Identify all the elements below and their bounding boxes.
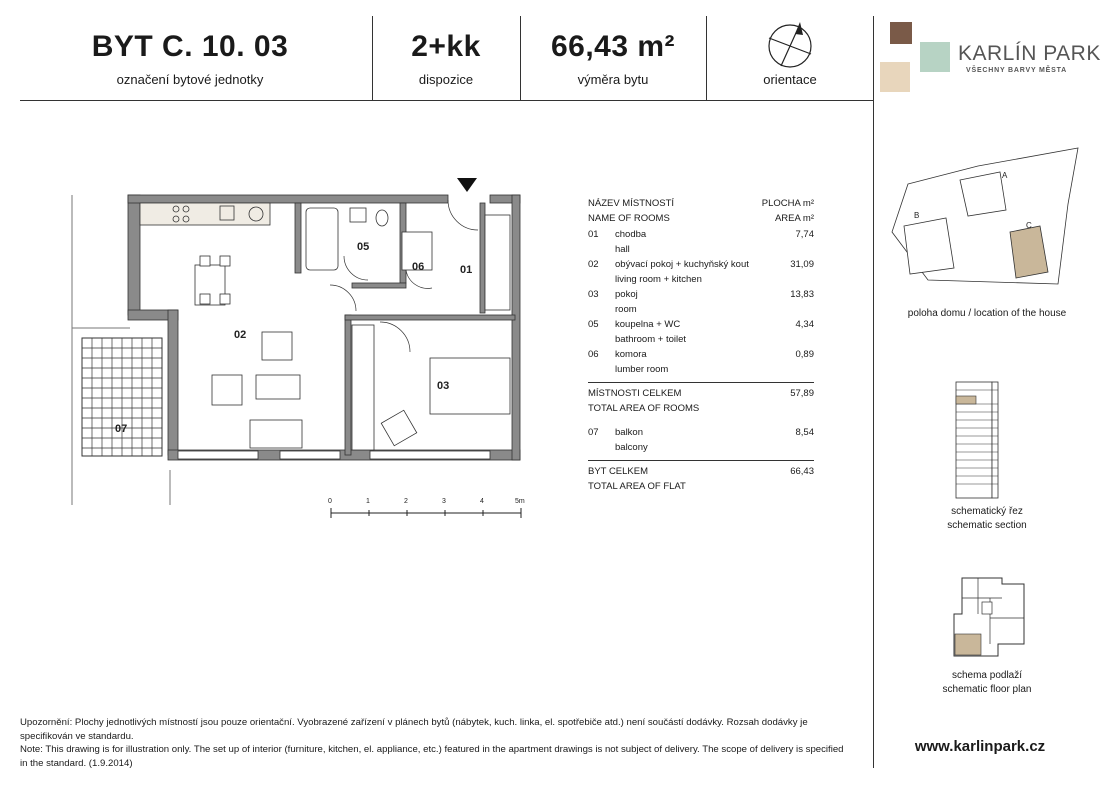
flat-total-label-en: TOTAL AREA OF FLAT: [588, 481, 686, 492]
table-divider: [588, 460, 814, 461]
room-area: 7,74: [795, 229, 814, 240]
section-caption-en: schematic section: [947, 520, 1027, 531]
schematic-floor-plan: [950, 574, 1030, 658]
floor-caption-en: schematic floor plan: [942, 684, 1032, 695]
table-row: [588, 317, 814, 332]
scale-tick-label: 3: [442, 498, 446, 505]
dining-chair: [200, 256, 210, 266]
room-name-cz: koupelna + WC: [615, 319, 681, 330]
armchair: [262, 332, 292, 360]
room-03-door: [380, 322, 410, 352]
layout-value: 2+kk: [411, 30, 481, 63]
logo-square-sand: [880, 62, 910, 92]
bathroom-door: [344, 256, 368, 280]
windows: [178, 451, 490, 459]
room-table: [588, 196, 814, 496]
disclaimer-cz: Upozornění: Plochy jednotlivých místností jsou pouze orientační. Vyobrazené zařízení v plánech bytů (nábytek, kuch. linka, el. spotřebiče atd.) není součástí dodávky. Rozsah dodávky je specifikován ve standardu.: [20, 717, 808, 742]
room-num: 07: [588, 427, 599, 438]
room-num: 03: [588, 289, 599, 300]
room-area: 31,09: [790, 259, 814, 270]
room-area: 0,89: [795, 349, 814, 360]
header-name-en: NAME OF ROOMS: [588, 213, 670, 224]
rooms-total-label-en: TOTAL AREA OF ROOMS: [588, 403, 700, 414]
room-name-cz: pokoj: [615, 289, 638, 300]
dining-chair: [220, 294, 230, 304]
table-row: [588, 227, 814, 242]
toilet: [376, 210, 388, 226]
header-divider: [706, 16, 707, 100]
room-name-cz: balkon: [615, 427, 643, 438]
logo-square-mint: [920, 42, 950, 72]
room-name-en: hall: [615, 244, 630, 255]
rooms-total-label-cz: MÍSTNOSTI CELKEM: [588, 388, 682, 399]
website-link[interactable]: www.karlinpark.cz: [914, 738, 1046, 755]
logo: [880, 22, 1100, 92]
rooms-total-area: 57,89: [790, 388, 814, 399]
room-name-cz: komora: [615, 349, 647, 360]
header-divider: [873, 16, 874, 768]
room-label-01: 01: [460, 264, 473, 276]
table-row: [588, 347, 814, 362]
scale-tick-label: 2: [404, 498, 408, 505]
schematic-section: [954, 376, 1018, 500]
bathtub: [306, 208, 338, 270]
scale-bar: [331, 508, 521, 518]
flat-total-area: 66,43: [790, 466, 814, 477]
room-label-03: 03: [437, 380, 450, 392]
room-label-05: 05: [357, 241, 370, 253]
current-floor-highlight: [956, 396, 976, 404]
room-num: 06: [588, 349, 599, 360]
orientation-caption: orientace: [763, 72, 817, 87]
flat-total-row: [588, 464, 814, 479]
hall-wardrobe: [485, 215, 510, 310]
scale-tick-label: 1: [366, 498, 370, 505]
logo-name: KARLÍN PARK: [958, 42, 1101, 65]
room-name-en: room: [615, 304, 637, 315]
site-location-map: [888, 144, 1084, 294]
room-num: 05: [588, 319, 599, 330]
table-row: [588, 287, 814, 302]
room-num: 01: [588, 229, 599, 240]
unit-code-caption: označení bytové jednotky: [116, 72, 264, 87]
compass-icon: [764, 18, 820, 74]
floor-plan: [60, 170, 540, 530]
room-name-en: lumber room: [615, 364, 669, 375]
area-value: 66,43 m²: [550, 30, 676, 63]
kitchen-counter: [140, 203, 270, 225]
unit-code: BYT C. 10. 03: [91, 30, 289, 63]
unit-highlight: [955, 634, 981, 655]
header-area-cz: PLOCHA m²: [761, 198, 814, 209]
room-03-wardrobe: [352, 325, 374, 450]
room-label-02: 02: [234, 329, 247, 341]
header-bottom-rule: [20, 100, 873, 101]
logo-square-brown: [890, 22, 912, 44]
building-label-b: B: [914, 211, 920, 220]
washbasin: [350, 208, 366, 222]
layout-caption: dispozice: [418, 72, 474, 87]
table-row-en: [588, 332, 814, 347]
section-caption-cz: schematický řez: [951, 506, 1023, 517]
room-area: 8,54: [795, 427, 814, 438]
coffee-table: [256, 375, 300, 399]
disclaimer-en: Note: This drawing is for illustration only. The set up of interior (furniture, kitchen, el. appliance, etc.) featured in the apartment drawings is not subject of delivery. The scope of delivery is specified in the standard. (1.9.2014): [20, 744, 844, 769]
header-name-cz: NÁZEV MÍSTNOSTÍ: [588, 198, 675, 209]
room-area: 13,83: [790, 289, 814, 300]
scale-tick-label: 0: [328, 498, 332, 505]
floor-caption-cz: schema podlaží: [951, 670, 1023, 681]
living-door: [330, 285, 356, 311]
room-name-en: balcony: [615, 442, 648, 453]
entrance-marker-icon: [457, 178, 477, 192]
header-area-en: AREA m²: [774, 213, 814, 224]
table-header-cz: [588, 196, 814, 211]
logo-tagline: VŠECHNY BARVY MĚSTA: [966, 67, 1068, 74]
location-caption: poloha domu / location of the house: [907, 308, 1067, 319]
table-row-en: [588, 302, 814, 317]
flat-total-label-cz: BYT CELKEM: [588, 466, 649, 477]
scale-tick-label: 5m: [515, 498, 525, 505]
area-caption: výměra bytu: [577, 72, 649, 87]
rooms-total-row-en: [588, 401, 814, 416]
dining-chair: [200, 294, 210, 304]
table-header-en: [588, 211, 814, 226]
table-row: [588, 425, 814, 440]
table-divider: [588, 382, 814, 383]
armchair: [212, 375, 242, 405]
room-name-cz: obývací pokoj + kuchyňský kout: [615, 259, 749, 270]
room-name-cz: chodba: [615, 229, 647, 240]
room-num: 02: [588, 259, 599, 270]
header: [0, 0, 1114, 100]
room-label-06: 06: [412, 261, 425, 273]
table-row-en: [588, 362, 814, 377]
table-row-en: [588, 242, 814, 257]
building-label-a: A: [1002, 171, 1008, 180]
room-name-en: bathroom + toilet: [615, 334, 687, 345]
sofa: [250, 420, 302, 448]
dining-chair: [220, 256, 230, 266]
scale-tick-label: 4: [480, 498, 484, 505]
building-label-c: C: [1026, 221, 1032, 230]
table-row: [588, 257, 814, 272]
table-row-en: [588, 440, 814, 455]
room-name-en: living room + kitchen: [615, 274, 702, 285]
table-row-en: [588, 272, 814, 287]
flat-total-row-en: [588, 479, 814, 494]
room-area: 4,34: [795, 319, 814, 330]
entrance-door: [448, 200, 478, 230]
chair: [381, 410, 417, 446]
room-label-07: 07: [115, 423, 128, 435]
rooms-total-row: [588, 386, 814, 401]
